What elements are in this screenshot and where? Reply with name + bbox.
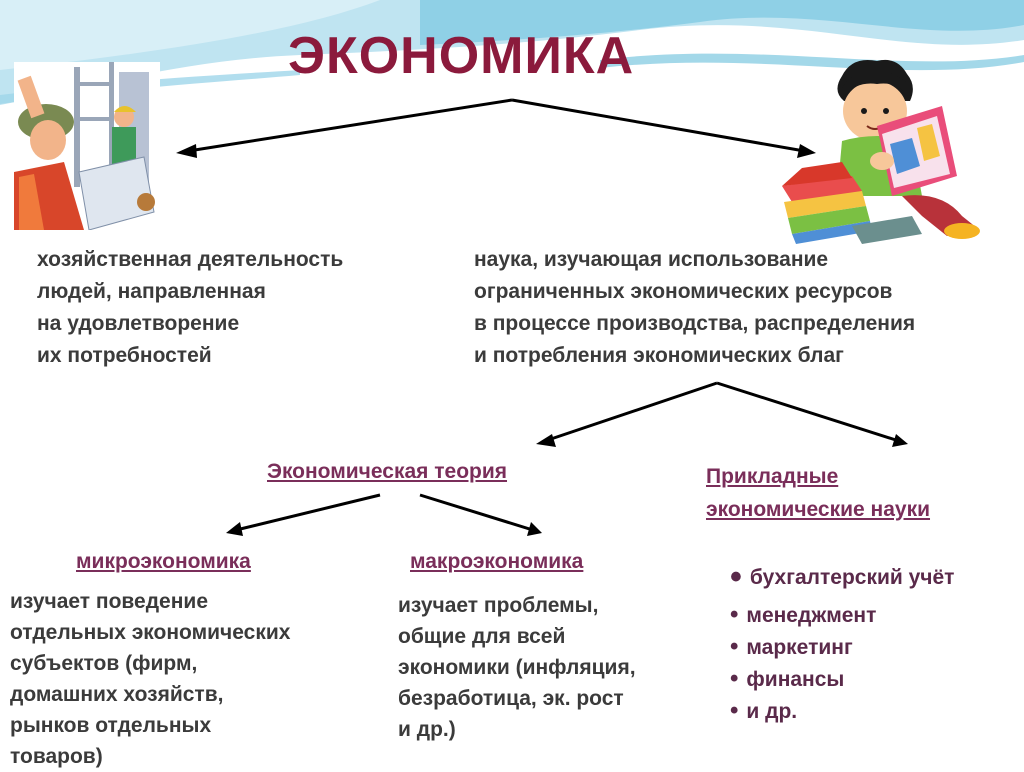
macro-heading: макроэкономика <box>410 550 584 573</box>
bullet-icon: • <box>730 601 739 628</box>
applied-sciences-line: экономические науки <box>706 498 931 521</box>
macro-line: изучает проблемы, <box>398 594 599 617</box>
macro-line: экономики (инфляция, <box>398 656 636 679</box>
definition-science-line: ограниченных экономических ресурсов <box>474 280 893 303</box>
macro-line: и др.) <box>398 718 456 741</box>
micro-heading: микроэкономика <box>76 550 251 573</box>
micro-line: рынков отдельных <box>10 714 212 737</box>
construction-workers-clipart-icon <box>14 62 160 230</box>
macro-line: безработица, эк. рост <box>398 687 624 710</box>
list-item-label: финансы <box>746 668 845 691</box>
definition-science-line: и потребления экономических благ <box>474 344 844 367</box>
definition-science-line: наука, изучающая использование <box>474 248 829 271</box>
micro-description <box>10 586 290 772</box>
micro-line: отдельных экономических <box>10 621 291 644</box>
child-reading-books-clipart-icon <box>782 56 982 246</box>
definition-activity <box>37 244 343 372</box>
definition-activity-line: на удовлетворение <box>37 312 240 335</box>
list-item <box>730 631 954 663</box>
list-item-label: и др. <box>746 700 798 723</box>
macro-description <box>398 590 636 745</box>
micro-line: изучает поведение <box>10 590 209 613</box>
list-item <box>730 599 954 631</box>
micro-line: домашних хозяйств, <box>10 683 224 706</box>
definition-science-line: в процессе производства, распределения <box>474 312 916 335</box>
micro-line: субъектов (фирм, <box>10 652 198 675</box>
page-title: ЭКОНОМИКА <box>288 27 635 85</box>
bullet-icon: • <box>730 558 742 596</box>
bullet-icon: • <box>730 665 739 692</box>
macro-line: общие для всей <box>398 625 566 648</box>
bullet-icon: • <box>730 697 739 724</box>
list-item <box>730 558 955 596</box>
bullet-icon: • <box>730 633 739 660</box>
micro-line: товаров) <box>10 745 103 768</box>
definition-activity-line: хозяйственная деятельность <box>37 248 344 271</box>
list-item-label: бухгалтерский учёт <box>749 566 955 589</box>
economic-theory-heading: Экономическая теория <box>267 460 508 483</box>
definition-activity-line: людей, направленная <box>37 280 266 303</box>
applied-sciences-list <box>730 558 955 727</box>
list-item-label: маркетинг <box>746 636 853 659</box>
definition-activity-line: их потребностей <box>37 344 212 367</box>
list-item-label: менеджмент <box>746 604 877 627</box>
applied-sciences-heading <box>706 460 930 526</box>
applied-sciences-line: Прикладные <box>706 465 839 488</box>
list-item <box>730 663 954 695</box>
list-item <box>730 695 954 727</box>
definition-science <box>474 244 915 372</box>
